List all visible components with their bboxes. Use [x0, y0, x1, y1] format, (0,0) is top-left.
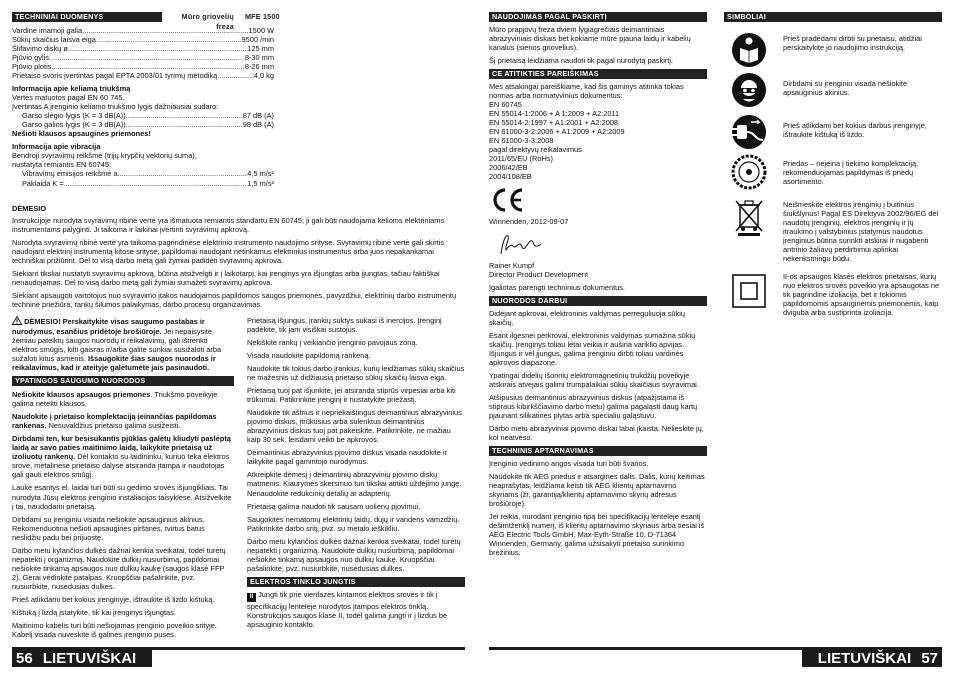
- safety-paragraph: Prietaisą galima naudoti tik sausam uolienų pjovimui.: [247, 501, 421, 511]
- warning-triangle-icon: [12, 316, 22, 327]
- safety-paragraph: Naudokite tik aštrius ir nepriekaištingus deimantinius abrazyvinius pjovimo diskus, įtrūkusius arba sulenktus deimantinius abrazyvinius diskus tuoj pat pakeiskite. Patikrinkite, ne mažiau kaip 30 sek. leisdami veikti be apkrovos.: [247, 408, 462, 445]
- safety-paragraph: Saugokitės nematomų elektrinių laidų, dujų ir vandens vamzdžių. Patikrinkite darbo sritį, pvz. su metalo ieškikliu.: [247, 514, 460, 533]
- safety-paragraph: Atkreipkite dėmesį į deimantinių abrazyvinių pjovimo diskų matmenis. Kiaurymės skersmuo turi tiksliai atitikti uždėjimo jungę. Nenaudokite redukcinių detalių ar adapterių.: [247, 470, 462, 498]
- ce-header: CE ATITIKTIES PAREIŠKIMAS: [489, 69, 707, 79]
- page-number-left: 56: [16, 650, 33, 667]
- noise-line: Vertės matuotos pagal EN 60 745.: [12, 93, 125, 103]
- noise-title: Informacija apie keliamą triukšmą: [12, 84, 131, 94]
- unplug-icon: [725, 112, 773, 152]
- attention-title: DĖMESIO: [12, 204, 47, 213]
- safety-paragraph: Dirbdami ten, kur besisukantis pjūklas galėtų kliudyti paslėptą laidą ar savo paties maitinimo laidą, laikykite prietaisą už izoliuotų rankenų. Dėl kontakto su laidininku, kuriuo teka elektros srovė, metalinėse prietaiso dalyse atsiranda įtampa ir naudotojas gali gauti elektros smūgį.: [12, 434, 231, 480]
- attention-paragraph: Siekiant tiksliai nustatyti svyravimų apkrovą, būtina atsižvelgti ir į laikotarpį, kai įrenginys yra išjungtas arba įjungtas, tačiau faktiškai nenaudojamas. Dėl to visą darbo metą gali žymiai sumažėti svyravimų apkrova.: [12, 269, 440, 288]
- ce-norm: 2011/65/EU (RoHs): [489, 154, 553, 164]
- ce-place-date: Winnenden, 2012-09-07: [489, 217, 569, 227]
- safety-paragraph: Dirbdami su įrenginiu visada nešiokite apsauginius akinius. Rekomenduotina nešioti apsaugines pirštines, tvirtus batus neslidžiu padu bei prijuostę.: [12, 514, 205, 542]
- safety-paragraph: Darbo metu kylančios dulkės dažnai kenkia sveikatai, todėl turėtų nepatekti į organizmą. Naudokite dulkių nusiurbimą, papildomai nešiokite tinkamą apsaugos nuo dulkių kaukę (saugos klasė FFP 2). Gerai vėdinkite patalpas. Kruopščiai pašalinkite, pvz. nusiurbkite, nusėdusias dulkes.: [12, 545, 226, 591]
- work-paragraph: Ypatingai didelių išorinių elektromagnetinių trukdžių poveikyje atskirais atvejais galimi trumpalaikiai sūkių skaičiaus svyravimai.: [489, 370, 699, 389]
- ce-norm: EN 55014-1:2006 + A 1:2009 + A2:2011: [489, 109, 620, 119]
- ce-norm: EN 55014-2:1997 + A1:2001 + A2:2008: [489, 118, 619, 128]
- safety-paragraph: Nekiškite rankų į veikiančio įrenginio pavojaus zoną.: [247, 338, 418, 348]
- ce-norm-list: [489, 100, 707, 181]
- tech-row: Šlifavimo diskų ø ..... 125 mm: [12, 44, 274, 53]
- safety-paragraph: Maitinimo kabelis turi būti nešiojamas įrenginio poveikio srityje. Kabelį visada nuveskite iš galinės įrenginio pusės.: [12, 620, 217, 639]
- language-label-left: LIETUVIŠKAI: [42, 650, 137, 667]
- intended-use-header: NAUDOJIMAS PAGAL PASKIRTĮ: [489, 12, 707, 22]
- attention-paragraph: Nurodyta svyravimų ribinė vertė yra taikoma pagrindinėse elektrinio instrumento naudojimo srityse. Svyravimų ribinė vertė gali skirtis naudojant elektrinį instrumentą kitose srityse, papildomai naudojant netinkamus elektrinius instrumentus arba juos nepakankamai techniškai prižiūrint. Dėl to visą darbo metą gali žymiai padidėti svyravimų apkrova.: [12, 238, 445, 266]
- safety-paragraph: Naudokite į prietaiso komplektaciją įeinančias papildomas rankenas. Nesuvaldžius prietaiso galima susižeisti.: [12, 412, 217, 431]
- safety-paragraph: Prietaisą išjungus, įrankių suktys sukasi iš inercijos. Įrenginį padėkite, tik jam visiškai sustojus.: [247, 316, 442, 335]
- safety-column-1: [12, 316, 234, 643]
- tech-data-product: Mūro griovelių freza: [162, 12, 242, 22]
- safety-goggles-icon: [725, 70, 773, 110]
- right-column-a: [489, 12, 707, 561]
- safety-paragraph: Nešiokite klausos apsaugos priemones. Triukšmo poveikyje galima netekti klausos.: [12, 390, 218, 409]
- ce-norm: 2006/42/EB: [489, 163, 528, 173]
- class-ii-small-icon: II: [247, 593, 256, 602]
- weee-bin-icon: [725, 197, 773, 239]
- symbol-text: Prieš pradėdami dirbti su prietaisu, atidžiai perskaitykite jo naudojimo instrukciją.: [783, 34, 922, 53]
- signer-note: Įgaliotas parengti techninius dokumentus.: [489, 282, 625, 292]
- maintenance-header: TECHNINIS APTARNAVIMAS: [489, 446, 707, 456]
- safety-paragraph: Deimantinius abrazyvinius pjovimo diskus visada naudokite ir laikykite pagal gamintojo nurodymus.: [247, 448, 448, 467]
- attention-section: [12, 204, 464, 313]
- tech-data-header: [12, 12, 242, 31]
- left-footer: [12, 650, 152, 667]
- ce-norm: 2004/108/EB: [489, 172, 532, 182]
- tech-row: Pjūvio gylis ..... 8-30 mm: [12, 53, 274, 62]
- symbols-header: SIMBOLIAI: [724, 12, 942, 22]
- safety-header: YPATINGOS SAUGUMO NUORODOS: [12, 376, 234, 386]
- symbol-text: II-os apsaugos klasės elektros prietaisas, kurių nuo elektros srovės poveikio yra apsaugotas ne tik pagrindine izoliacija, bet ir tokiomis papildomomis apsauginėmis priemonėmis, kaip dviguba arba sustiprinta izoliacija.: [783, 272, 940, 318]
- ce-norm: pagal direktyvų reikalavimus: [489, 145, 582, 155]
- safety-paragraph: Prietaisą tuoj pat išjunkite, jei atsiranda stiprūs virpesiai arba kiti trūkumai. Patikrinkite įrenginį ir nustatykite priežastį.: [247, 386, 456, 405]
- ce-text: Mes atsakingai pareiškiame, kad šis gaminys atitinka tokias normas arba normatyvinius dokumentus:: [489, 82, 684, 101]
- safety-paragraph: Lauke esantys el. laidai turi būti su gedimo srovės išjungikliais. Tai nurodyta Jūsų elektros įrenginio instaliacijos taisyklėse. Atsižvelkite į tai, naudodami prietaisą.: [12, 483, 232, 511]
- maintenance-paragraph: Įrenginio vėdinimo angos visada turi būti švarios.: [489, 459, 649, 468]
- work-paragraph: Didėjant apkrovai, elektroninis valdymas perreguliuoja sūkių skaičių.: [489, 308, 685, 327]
- work-paragraph: Esant ilgesnei perkrovai, elektroninis valdymas sumažina sūkių skaičių. Įrenginys toliau lėtai veikia ir aušina variklio apvijas. Išjungus ir vėl įjungus, galima įrenginiu dirbti toliau vardinės apkrovos diapazone.: [489, 330, 696, 367]
- language-label-right: LIETUVIŠKAI: [817, 650, 912, 667]
- ce-mark-icon: [491, 187, 707, 213]
- general-warning: DĖMESIO! Perskaitykite visas saugumo pastabas ir nurodymus, esančius pridėtoje brošiūroje. Jei nepaisysite žemiau pateiktų saugos nuorodų ir reikalavimų, gali ištrenkti elektros smūgis, kilti gaisras ir/arba galite sunkiai susižaloti arba sužaloti kitus asmenis. Išsaugokite šias saugos nuorodas ir reikalavimus, kad ir ateityje galėtumėte jais pasinaudoti.: [12, 317, 222, 373]
- page-number-right: 57: [921, 650, 938, 667]
- signature-icon: [497, 230, 707, 260]
- ce-norm: EN 60745: [489, 100, 522, 110]
- safety-column-2: [247, 316, 465, 629]
- symbol-text: Neišmeskite elektros įrenginių į buitinius šiukšlynus! Pagal ES Direktyva 2002/96/EG dėl naudotų įrenginių, elektros įrenginių ir jų itraukimo į valstybinius įstatymus naudotus įrenginius būtina surinkti atskirai ir nugabenti antrinio žaliavų perdirbimui aplinkai nekenksmingu būdu.: [783, 200, 939, 264]
- signer-name: Rainer Kumpf: [489, 260, 535, 270]
- attention-paragraph: Siekiant apsaugoti vartotojus nuo svyravimo įtakos naudojamos papildomos saugos priemonės, pavyzdžiui, elektrinių darbo instrumentų techninė priežiūra, rankų šilumos palaikymas, darbo procesų organizavimas.: [12, 291, 457, 310]
- vibration-row: Paklaida K = ..... 1,5 m/s²: [12, 179, 274, 188]
- intended-use-paragraph: Mūro prapjovų freza dviem lygiagrečiais deimantiniais abrazyviniais diskais bet kokiame mūre pjauna laidų ir kabelių kanalus (sienos griovelius).: [489, 25, 691, 53]
- mains-paragraph: II Jungti tik prie vienfazės kintamos elektros srovės ir tik į specifikacijų lentelėje nurodytos įtampos elektros tinklą. Konstrukcijos saugos klasė II, todėl galima jungti ir į lizdus be apsauginio kontakto.: [247, 589, 448, 629]
- symbol-text: Prieš atlikdami bet kokius darbus įrenginyje, ištraukite kištuką iš lizdo.: [783, 121, 927, 140]
- vibration-row: Vibravimų emisijos reikšmė a ..... 4,5 m/s²: [12, 169, 274, 178]
- maintenance-paragraph: Naudokite tik AEG priedus ir atsargines dalis. Dalis, kurių keitimas neaprašytas, leidžiama keisti tik AEG klientų aptarnavimo skyriams (žr. garantiją/klientų aptarnavimo skyrių adresus brošiūroje).: [489, 472, 705, 509]
- class-ii-icon: [725, 268, 773, 314]
- symbol-text: Priedas – neįeina į tiekimo komplektaciją, rekomenduojamas papildymas iš priedų asortimento.: [783, 159, 919, 187]
- ce-norm: EN 61000-3-3:2008: [489, 136, 554, 146]
- tech-data-model: MFE 1500: [242, 12, 282, 22]
- intended-use-paragraph: Šį prietaisą leidžiama naudoti tik pagal nurodytą paskirtį.: [489, 56, 674, 66]
- noise-row: Garso galios lygis (K = 3 dB(A)) ..... 98 dB (A): [12, 120, 274, 129]
- ce-norm: EN 61000-3-2:2006 + A1:2009 + A2:2009: [489, 127, 625, 137]
- attention-paragraph: Instrukcijoje nurodyta svyravimų ribinė vertė yra išmatuota remiantis standartu EN 60745; ji gali būti naudojama kelioms elektriniams instrumentams palyginti. Ji taikoma ir laikinai įvertinti svyravimų apkrovą.: [12, 216, 445, 235]
- safety-paragraph: Visada naudokite papildomą rankeną.: [247, 351, 371, 361]
- vibration-line: Bendroji svyravimų reikšmė (trijų krypčių vektorių suma), nustatyta remiantis EN 60745:: [12, 151, 197, 170]
- work-paragraph: Atšipusius deimantinius abrazyvinius diskus (atpažįstama iš stipraus kibirkščiavimo darbo metu) galima pagaląsti daug kartų pjaunant silikatines plytas arba specialiu galąstuvu.: [489, 392, 698, 420]
- mains-header: ELEKTROS TINKLO JUNGTIS: [247, 577, 465, 587]
- tech-data-title: TECHNINIAI DUOMENYS: [15, 12, 104, 21]
- tech-row: Sūkių skaičius laisva eiga ..... 9500 /min: [12, 35, 274, 44]
- safety-paragraph: Kištuką į lizdą įstatykite, tik kai įrenginys išjungtas.: [12, 607, 176, 617]
- noise-row: Garso slėgio lygis (K = 3 dB(A)) ..... 87 dB (A): [12, 111, 274, 120]
- tech-row: Prietaiso svoris įvertintas pagal EPTA 2003/01 tyrimų metodiką. ..... 4,0 kg: [12, 71, 274, 80]
- symbol-text: Dirbdami su įrenginiu visada nešiokite apsauginius akinius.: [783, 79, 908, 98]
- noise-line: Įvertintas A įrenginio keliamo triukšmo lygis dažniausiai sudaro:: [12, 102, 219, 112]
- read-manual-icon: [725, 30, 773, 70]
- accessory-disc-icon: [725, 150, 773, 194]
- noise-warning: Nešioti klausos apsaugines priemones!: [12, 129, 151, 139]
- maintenance-paragraph: Jei reikia, nurodant įrenginio tipą bei specifikacijų lentelėje esantį dešimtženklį numerį, iš klientų aptarnavimo skyriaus arba tiesiai iš AEG Electric Tools GmbH, Max-Eyth-Straße 10, D-71364 Winnenden, Germany, galima užsisakyti prietaiso surinkimo brėžinius.: [489, 512, 705, 558]
- safety-paragraph: Prieš atlikdami bet kokius įrenginyje, ištraukite iš lizdo kištuką.: [12, 594, 215, 604]
- work-paragraph: Darbo metu abrazyviniai pjovimo diskai labai įkaista. Nelieskite jų, kol neatvėso.: [489, 423, 704, 442]
- safety-paragraph: Naudokite tik tokius darbo įrankius, kurių leidžiamas sūkių skaičius ne mažesnis už didžiausią prietaiso sūkių skaičių laisva eiga.: [247, 364, 465, 383]
- right-footer: [802, 650, 942, 667]
- tech-data-table: [12, 26, 274, 188]
- work-header: NUORODOS DARBUI: [489, 296, 707, 306]
- vibration-title: Informacija apie vibracija: [12, 142, 101, 152]
- signer-role: Director Product Development: [489, 269, 588, 279]
- safety-paragraph: Darbo metu kylančios dulkės dažnai kenkia sveikatai, todėl turėtų nepatekti į organizmą. Naudokite dulkių nusiurbimą, papildomai nešiokite tinkamą apsaugos nuo dulkių kaukę. Kruopščiai pašalinkite, pvz. nusiurbkite, nusėdusias dulkes.: [247, 536, 461, 573]
- tech-row: Pjūvio plotis ..... 8-26 mm: [12, 62, 274, 71]
- tech-row: Vardinė imamoji galia ..... 1500 W: [12, 26, 274, 35]
